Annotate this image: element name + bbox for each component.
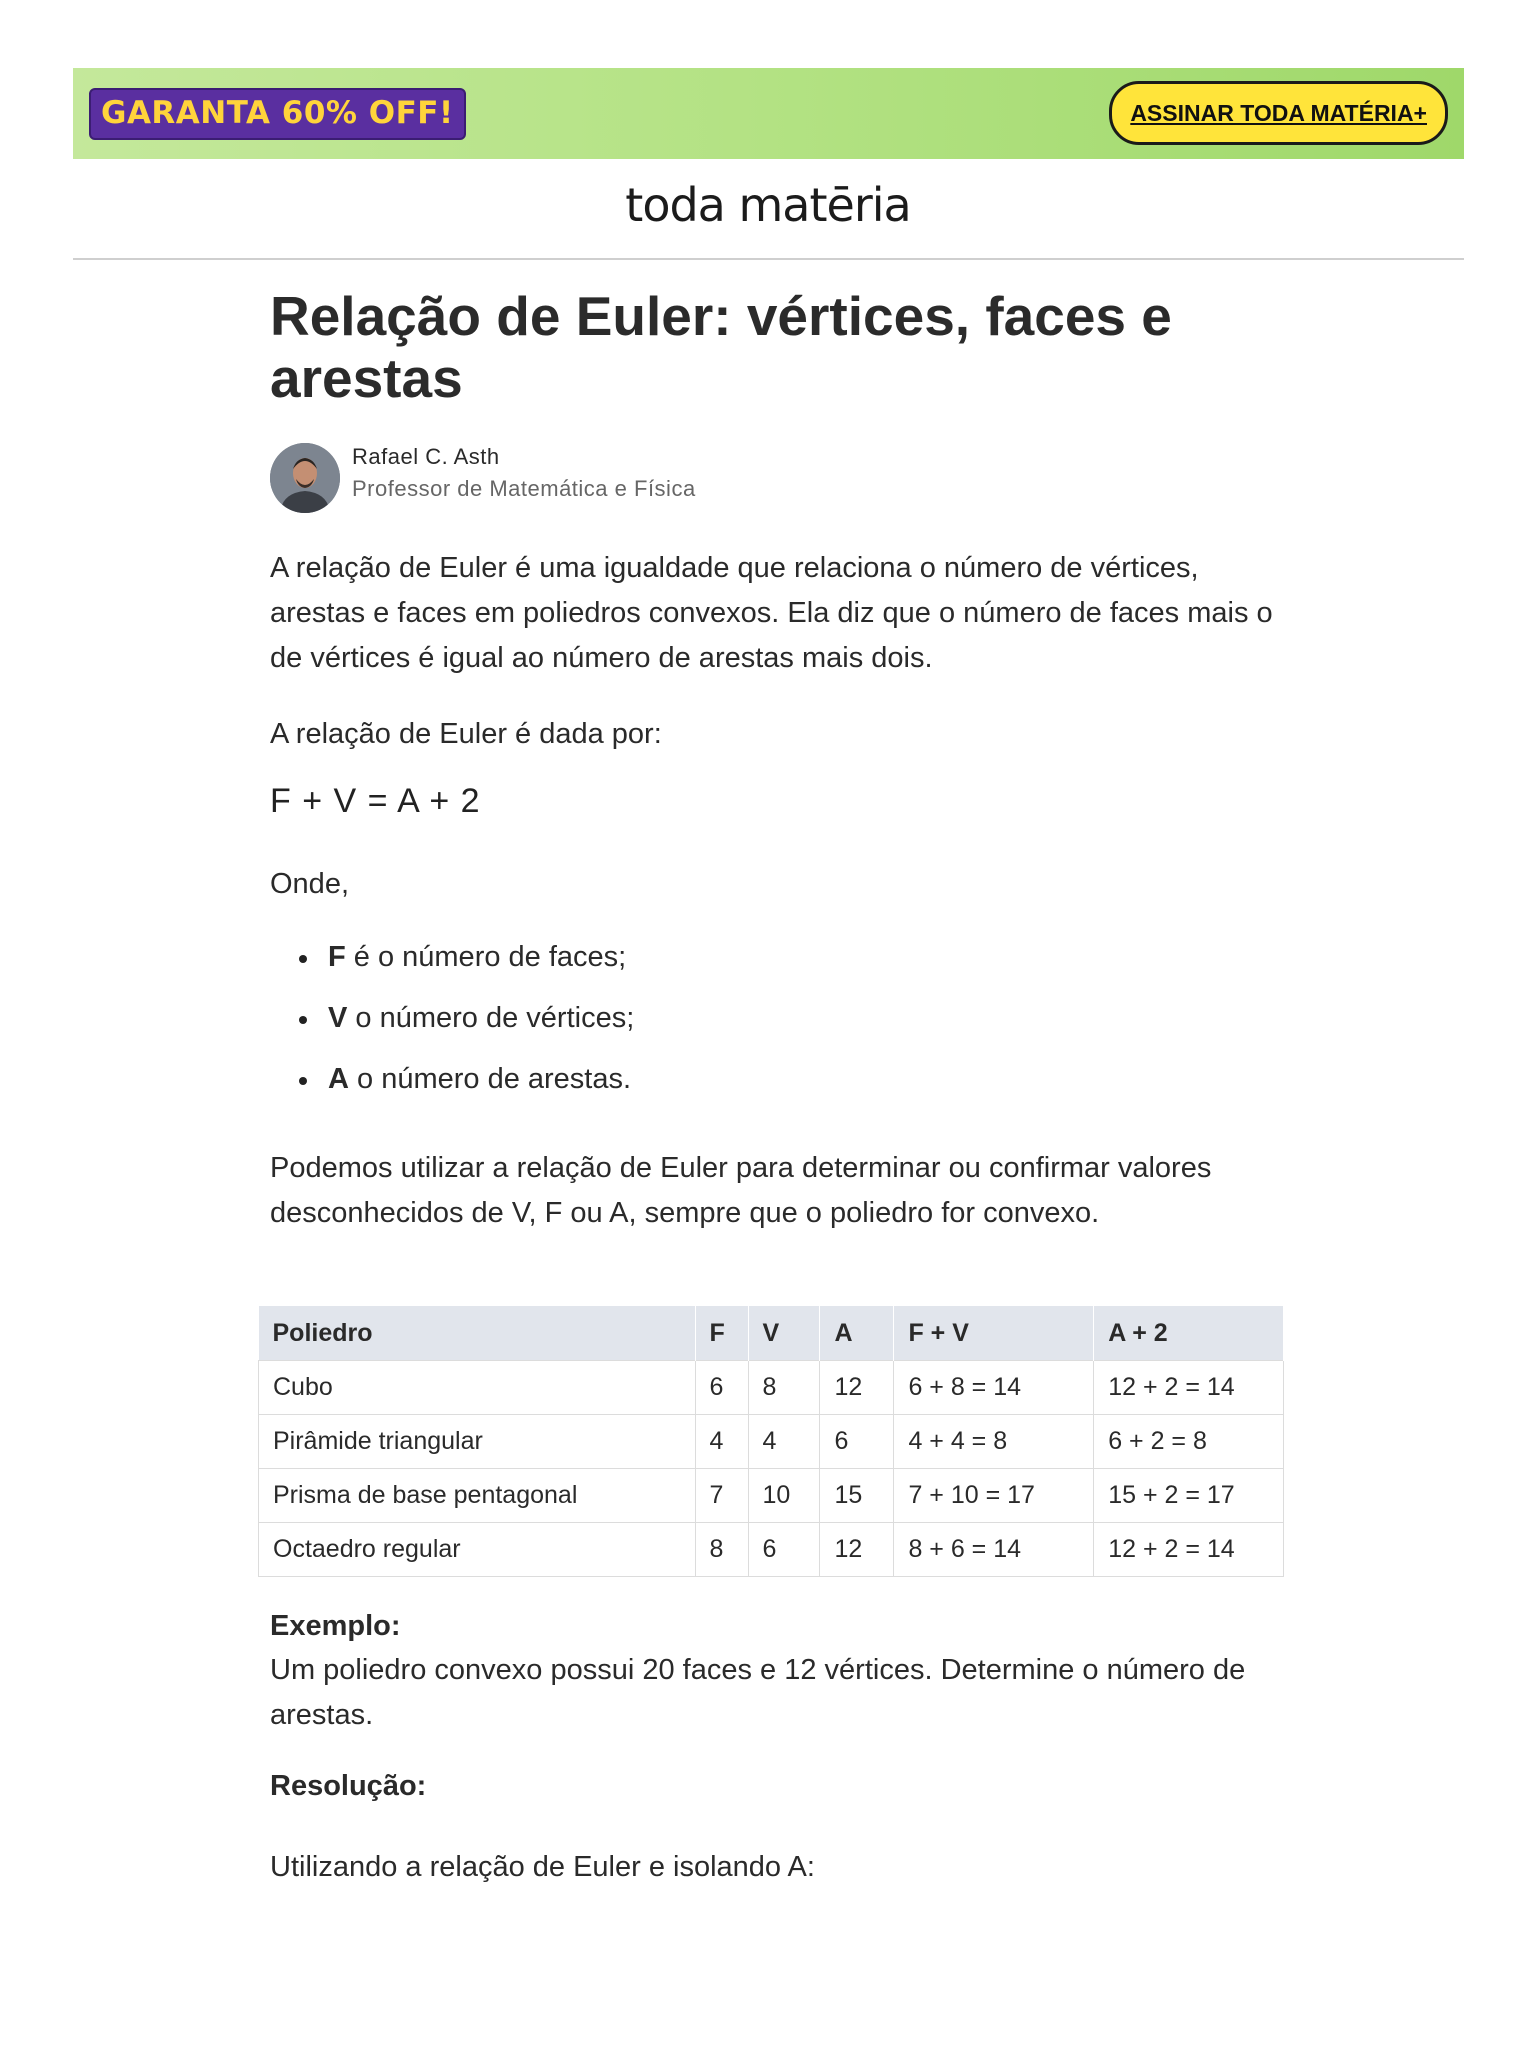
table-cell: 8 (695, 1523, 748, 1577)
example-text: Um poliedro convexo possui 20 faces e 12 vértices. Determine o número de arestas. (270, 1654, 1246, 1731)
table-row (259, 1469, 1284, 1523)
table-cell: 12 (820, 1361, 894, 1415)
column-header: A + 2 (1094, 1306, 1284, 1361)
euler-formula: F + V = A + 2 (270, 782, 481, 820)
list-item (270, 1057, 634, 1118)
table-cell: 7 + 10 = 17 (894, 1469, 1094, 1523)
resolution-label: Resolução: (270, 1770, 427, 1802)
table-cell: 6 + 8 = 14 (894, 1361, 1094, 1415)
avatar-photo-icon (270, 443, 340, 513)
definition-text: é o número de faces; (345, 941, 627, 973)
table-cell: Octaedro regular (259, 1523, 696, 1577)
table-cell: 7 (695, 1469, 748, 1523)
author-name[interactable]: Rafael C. Asth (352, 444, 500, 469)
definition-symbol: A (328, 1063, 349, 1095)
table-cell: 4 + 4 = 8 (894, 1415, 1094, 1469)
table-cell: Cubo (259, 1361, 696, 1415)
table-cell: 15 (820, 1469, 894, 1523)
discount-badge[interactable]: GARANTA 60% OFF! (89, 88, 466, 140)
table-cell: 15 + 2 = 17 (1094, 1469, 1284, 1523)
formula-intro: A relação de Euler é dada por: (270, 718, 662, 750)
polyhedra-table (258, 1306, 1284, 1577)
table-cell: 8 (748, 1361, 820, 1415)
column-header: A (820, 1306, 894, 1361)
definitions-list (270, 935, 634, 1118)
where-label: Onde, (270, 868, 349, 900)
table-cell: 8 + 6 = 14 (894, 1523, 1094, 1577)
resolution-text: Utilizando a relação de Euler e isolando A: (270, 1851, 815, 1883)
intro-paragraph: A relação de Euler é uma igualdade que relaciona o número de vértices, arestas e faces em poliedros convexos. Ela diz que o número de faces mais o de vértices é igual ao número de arestas mais dois. (270, 552, 1273, 674)
table-row (259, 1523, 1284, 1577)
table-cell: 12 (820, 1523, 894, 1577)
table-cell: 10 (748, 1469, 820, 1523)
column-header: V (748, 1306, 820, 1361)
usage-paragraph: Podemos utilizar a relação de Euler para determinar ou confirmar valores desconhecidos de V, F ou A, sempre que o poliedro for convexo. (270, 1152, 1212, 1229)
header-divider (73, 258, 1464, 260)
example-label: Exemplo: (270, 1610, 401, 1642)
table-cell: 6 (748, 1523, 820, 1577)
table-cell: 4 (695, 1415, 748, 1469)
column-header: F (695, 1306, 748, 1361)
definition-symbol: F (328, 941, 346, 973)
table-cell: 12 + 2 = 14 (1094, 1523, 1284, 1577)
site-logo[interactable]: toda matēria (625, 178, 911, 232)
table-row (259, 1415, 1284, 1469)
table-cell: 12 + 2 = 14 (1094, 1361, 1284, 1415)
table-header-row (259, 1306, 1284, 1361)
author-role: Professor de Matemática e Física (352, 476, 696, 501)
table-cell: Prisma de base pentagonal (259, 1469, 696, 1523)
definition-text: o número de vértices; (347, 1002, 635, 1034)
table-cell: 6 (695, 1361, 748, 1415)
definition-text: o número de arestas. (348, 1063, 632, 1095)
list-item (270, 935, 634, 996)
table-cell: 4 (748, 1415, 820, 1469)
author-avatar[interactable] (270, 443, 340, 513)
subscribe-button[interactable]: ASSINAR TODA MATÉRIA+ (1109, 81, 1448, 145)
table-cell: 6 + 2 = 8 (1094, 1415, 1284, 1469)
table-cell: Pirâmide triangular (259, 1415, 696, 1469)
table-row (259, 1361, 1284, 1415)
page-title: Relação de Euler: vértices, faces e arestas (270, 285, 1172, 409)
definition-symbol: V (328, 1002, 348, 1034)
column-header: F + V (894, 1306, 1094, 1361)
promo-banner[interactable] (73, 68, 1464, 159)
table-cell: 6 (820, 1415, 894, 1469)
column-header: Poliedro (259, 1306, 696, 1361)
list-item (270, 996, 634, 1057)
